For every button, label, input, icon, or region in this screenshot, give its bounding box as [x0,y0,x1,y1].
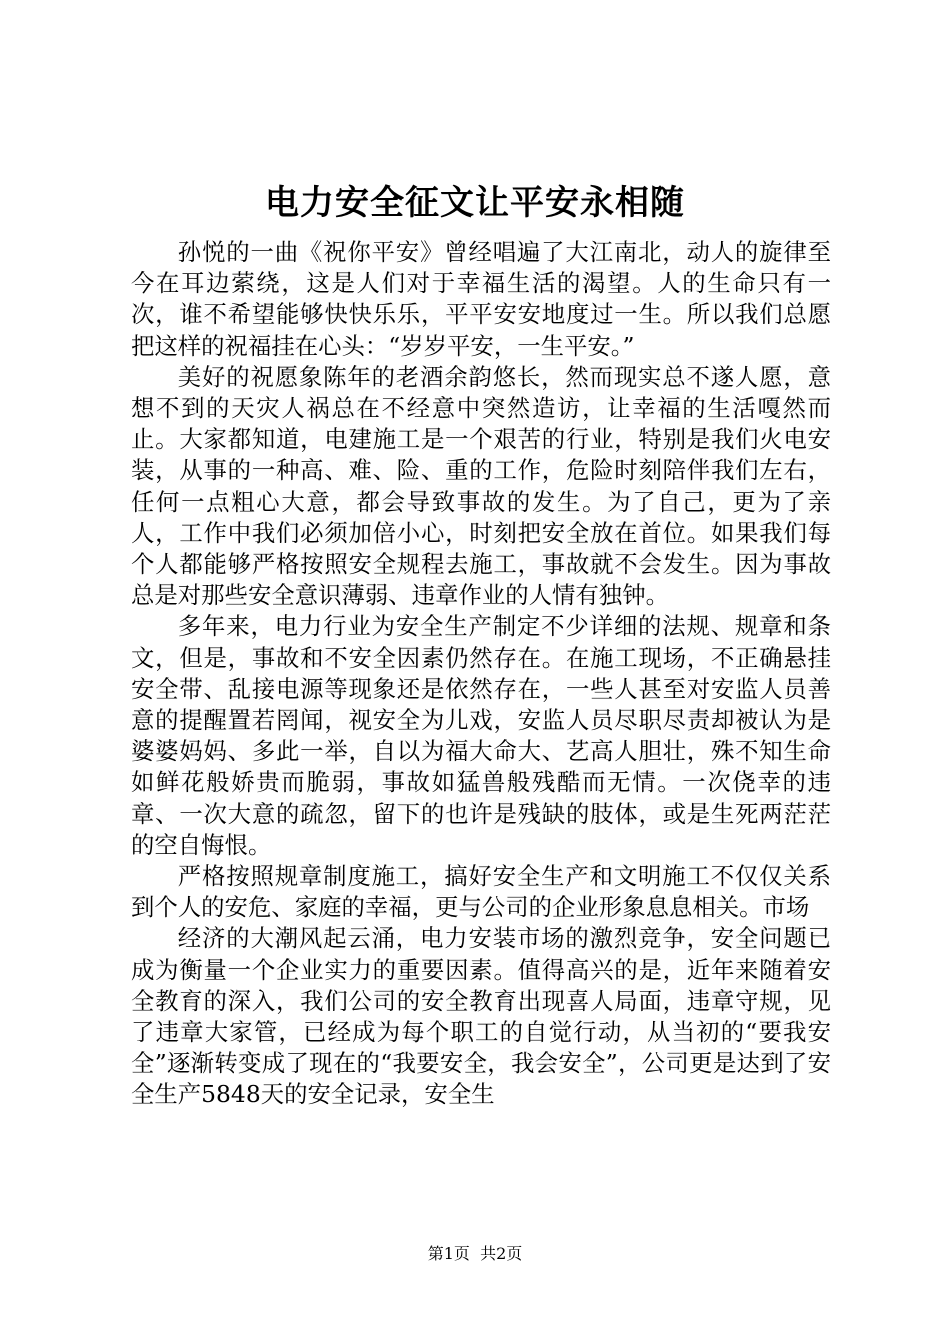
page-number: 第1页 [427,1244,470,1263]
document-body [131,237,831,1111]
paragraph-2: 美好的祝愿象陈年的老酒余韵悠长，然而现实总不遂人愿，意想不到的天灾人祸总在不经意中突然造访，让幸福的生活嘎然而止。大家都知道，电建施工是一个艰苦的行业，特别是我们火电安装，从事的一种高、难、险、重的工作，危险时刻陪伴我们左右，任何一点粗心大意，都会导致事故的发生。为了自己，更为了亲人，工作中我们必须加倍小心，时刻把安全放在首位。如果我们每个人都能够严格按照安全规程去施工，事故就不会发生。因为事故总是对那些安全意识薄弱、违章作业的人情有独钟。 [131,362,831,610]
paragraph-5: 经济的大潮风起云涌，电力安装市场的激烈竞争，安全问题已成为衡量一个企业实力的重要因素。值得高兴的是，近年来随着安全教育的深入，我们公司的安全教育出现喜人局面，违章守规，见了违章大家管，已经成为每个职工的自觉行动，从当初的“要我安全”逐渐转变成了现在的“我要安全，我会安全”，公司更是达到了安全生产5848天的安全记录，安全生 [131,924,831,1109]
paragraph-1: 孙悦的一曲《祝你平安》曾经唱遍了大江南北，动人的旋律至今在耳边萦绕，这是人们对于幸福生活的渴望。人的生命只有一次，谁不希望能够快快乐乐，平平安安地度过一生。所以我们总愿把这样的祝福挂在心头：“岁岁平安，一生平安。” [131,238,831,360]
document-title: 电力安全征文让平安永相随 [265,183,685,223]
paragraph-4: 严格按照规章制度施工，搞好安全生产和文明施工不仅仅关系到个人的安危、家庭的幸福，更与公司的企业形象息息相关。市场 [131,862,831,922]
paragraph-3: 多年来，电力行业为安全生产制定不少详细的法规、规章和条文，但是，事故和不安全因素仍然存在。在施工现场，不正确悬挂安全带、乱接电源等现象还是依然存在，一些人甚至对安监人员善意的提醒置若罔闻，视安全为儿戏，安监人员尽职尽责却被认为是婆婆妈妈、多此一举，自以为福大命大、艺高人胆壮，殊不知生命如鲜花般娇贵而脆弱，事故如猛兽般残酷而无情。一次侥幸的违章、一次大意的疏忽，留下的也许是残缺的肢体，或是生死两茫茫的空自悔恨。 [131,612,831,859]
page-footer [0,1244,950,1264]
page-total: 共2页 [480,1244,523,1263]
